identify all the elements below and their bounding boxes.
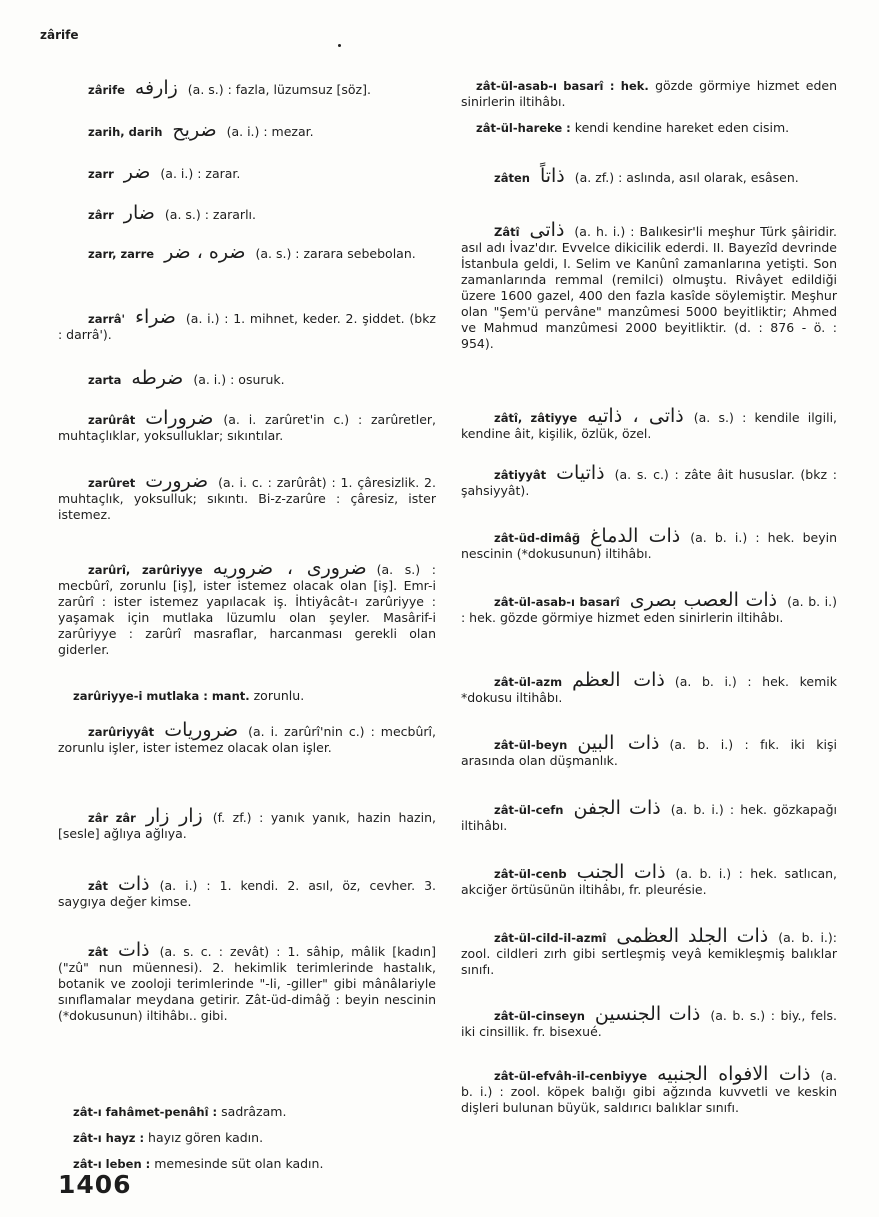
entry-headword: zâten	[494, 171, 530, 185]
entry-definition: (a. s.) : zarara sebebolan.	[255, 246, 416, 261]
entry-definition: (a. h. i.) : Balıkesir'li meşhur Türk şâiridir. asıl adı İvaz'dır. Evvelce dikicilik ederdi. II. Bayezîd devrinde İstanbula geldi, I. Selim ve Kanûnî zamanlarına yetişti. Son zamanlarında remmal (remilci) olmuştu. Rivâyet edildiği üzere 1600 gazel, 400 den fazla kasîde söylemiştir. Meşhur olan "Şem'ü pervâne" manzûmesi 5000 beyitliktir; Ahmed ve Mahmud manzûmesi 2000 beyitliktir. (d. : 876 - ö. : 954).	[461, 224, 837, 351]
entry-definition: (a. b. s.) : biy., fels. iki cinsillik. fr. bisexué.	[461, 1008, 837, 1039]
entry-arabic-script: ضار	[123, 202, 155, 224]
entry-arabic-script: ضريح	[172, 119, 217, 141]
entry-arabic-script: ضراء	[135, 306, 176, 328]
dictionary-entry	[58, 688, 436, 704]
page-header: zârife	[40, 28, 79, 42]
entry-headword: zât-üd-dimâğ	[494, 531, 581, 545]
entry-arabic-script: ضرورت	[145, 470, 209, 492]
dictionary-entry	[461, 78, 837, 110]
entry-definition: (a. b. i.) : hek. satlıcan, akciğer örtüsünün iltihâbı, fr. pleurésie.	[461, 866, 838, 897]
entry-headword: zât-ül-cefn	[494, 803, 564, 817]
dictionary-entry	[461, 165, 837, 187]
entry-definition: (a. b. i.) : hek. kemik *dokusu iltihâbı.	[461, 674, 837, 705]
entry-definition: (a. i.) : 1. kendi. 2. asıl, öz, cevher. 3. saygıya değer kimse.	[58, 878, 436, 909]
dictionary-entry	[461, 219, 837, 352]
dictionary-entry	[58, 939, 436, 1024]
entry-headword: zât-ı leben :	[73, 1157, 151, 1171]
entry-headword: zarûriyyât	[88, 725, 155, 739]
page-number: 1406	[58, 1170, 132, 1199]
dictionary-entry	[461, 925, 837, 978]
entry-definition: sadrâzam.	[221, 1104, 287, 1119]
entry-definition: (a. s.) : kendile ilgili, kendine âit, kişilik, özlük, özel.	[461, 410, 838, 441]
entry-definition: (a. b. i.): zool. cildleri zırh gibi sertleşmiş veyâ kemikleşmiş balıklar sınıfı.	[461, 930, 837, 977]
entry-arabic-script: ذات الجنسين	[594, 1003, 701, 1025]
entry-definition: (a. i.) : zarar.	[160, 166, 241, 181]
entry-headword: zarrâ'	[88, 312, 126, 326]
dictionary-entry	[461, 405, 838, 442]
entry-headword: zât	[88, 945, 108, 959]
dictionary-entry	[58, 470, 436, 523]
entry-arabic-script: ذات العظم	[572, 669, 665, 691]
dictionary-entry	[58, 306, 436, 343]
entry-arabic-script: ضرورى ، ضروريه	[212, 557, 367, 579]
dictionary-entry	[461, 1003, 837, 1040]
dictionary-entry	[58, 77, 436, 99]
dictionary-entry	[58, 241, 436, 263]
entry-definition: (a. s.) : mecbûrî, zorunlu [iş], ister istemez olacak olan [iş]. Emr-i zarûrî : ister istemez yapılacak iş. İhtiyâcât-ı zarûriyye : yaşamak için mutlaka lüzumlu olan şeyler. Masârif-i zarûriyye : zarûrî masraflar, harcanması gerekli olan giderler.	[58, 562, 437, 657]
dictionary-entry	[58, 719, 436, 756]
entry-arabic-script: ذات الجنب	[576, 861, 666, 883]
dictionary-entry	[58, 1104, 436, 1120]
entry-headword: zâtî, zâtiyye	[494, 411, 578, 425]
entry-definition: gözde görmiye hizmet eden sinirlerin iltihâbı.	[461, 78, 837, 109]
dictionary-entry	[58, 805, 436, 842]
entry-headword: zarûret	[88, 476, 136, 490]
entry-headword: zarûrât	[88, 413, 136, 427]
entry-arabic-script: ذات الدماغ	[590, 525, 681, 547]
entry-headword: zarûriyye-i mutlaka : mant.	[73, 689, 250, 703]
entry-headword: Zâtî	[494, 225, 520, 239]
entry-arabic-script: ذاتيات	[556, 462, 605, 484]
dictionary-entry	[58, 407, 436, 444]
entry-headword: zarih, darih	[88, 125, 163, 139]
entry-arabic-script: ذات	[117, 939, 150, 961]
entry-definition: (a. b. i.) : zool. köpek balığı gibi ağzında kuvvetli ve keskin dişleri bulunan büyük, saldırıcı balıklar sınıfı.	[461, 1068, 837, 1115]
entry-definition: (a. i.) : osuruk.	[193, 372, 285, 387]
dictionary-entry	[461, 797, 838, 834]
entry-definition: zorunlu.	[253, 688, 305, 703]
entry-headword: zarr, zarre	[88, 247, 155, 261]
entry-headword: zât-ül-azm	[494, 675, 563, 689]
dictionary-entry	[58, 557, 437, 658]
entry-arabic-script: ذاتاً	[539, 165, 565, 187]
entry-arabic-script: زار زار	[145, 805, 203, 827]
entry-headword: zâtiyyât	[494, 468, 547, 482]
entry-definition: (a. i. zarûrî'nin c.) : mecbûrî, zorunlu işler, ister istemez olacak olan işler.	[58, 724, 436, 755]
entry-arabic-script: ضرورات	[145, 407, 214, 429]
entry-headword: zât-ül-cenb	[494, 867, 567, 881]
dictionary-entry	[461, 462, 837, 499]
entry-headword: zâr zâr	[88, 811, 136, 825]
entry-definition: (f. zf.) : yanık yanık, hazin hazin, [sesle] ağlıya ağlıya.	[58, 810, 436, 841]
entry-arabic-script: ضرطه	[131, 367, 184, 389]
entry-definition: hayız gören kadın.	[148, 1130, 264, 1145]
entry-headword: zarûrî, zarûriyye	[88, 563, 203, 577]
dictionary-entry	[461, 669, 837, 706]
entry-headword: zât-ül-efvâh-il-cenbiyye	[494, 1069, 648, 1083]
entry-arabic-script: ذات البين	[577, 732, 660, 754]
entry-definition: (a. b. i.) : hek. gözkapağı iltihâbı.	[461, 802, 838, 833]
entry-arabic-script: ذاتى ، ذاتيه	[587, 405, 684, 427]
entry-definition: (a. i.) : mezar.	[226, 124, 314, 139]
entry-definition: (a. s. c. : zevât) : 1. sâhip, mâlik [kadın] ("zû" nun müennesi). 2. hekimlik terimlerinde hastalık, botanik ve zooloji terimlerinde "-li, -giller" gibi mânâlariyle sınıflamalar meydana getirir. Zât-üd-dimâğ : beyin nescinin (*dokusunun) iltihâbı.. gibi.	[58, 944, 436, 1023]
dictionary-entry	[461, 120, 837, 136]
entry-definition: (a. i. c. : zarûrât) : 1. çâresizlik. 2. muhtaçlık, yoksulluk; sıkıntı. Bi-z-zarûre : çâresiz, ister istemez.	[58, 475, 436, 522]
entry-arabic-script: ذات الجفن	[573, 797, 661, 819]
entry-definition: (a. b. i.) : fık. iki kişi arasında olan düşmanlık.	[461, 737, 837, 768]
entry-definition: (a. s.) : zararlı.	[164, 207, 256, 222]
entry-arabic-script: ضروريات	[164, 719, 239, 741]
entry-definition: (a. s. c.) : zâte âit hususlar. (bkz : şahsiyyât).	[461, 467, 837, 498]
dictionary-entry	[461, 1063, 837, 1116]
entry-definition: (a. s.) : fazla, lüzumsuz [söz].	[187, 82, 371, 97]
entry-arabic-script: ضره ، ضر	[164, 241, 246, 263]
entry-arabic-script: ذات الافواه الجنبيه	[657, 1063, 811, 1085]
entry-arabic-script: ضر	[123, 161, 151, 183]
entry-headword: zât-ül-cinseyn	[494, 1009, 585, 1023]
entry-arabic-script: ذات	[117, 873, 150, 895]
entry-definition: (a. b. i.) : hek. beyin nescinin (*dokusunun) iltihâbı.	[461, 530, 837, 561]
dictionary-entry	[58, 202, 436, 224]
entry-headword: zârr	[88, 208, 114, 222]
entry-headword: zât-ül-cild-il-azmî	[494, 931, 607, 945]
entry-headword: zârife	[88, 83, 125, 97]
entry-definition: (a. i.) : 1. mihnet, keder. 2. şiddet. (bkz : darrâ').	[58, 311, 436, 342]
entry-arabic-script: ذات الجلد العظمى	[616, 925, 769, 947]
entry-definition: kendi kendine hareket eden cisim.	[574, 120, 790, 135]
entry-headword: zât-ül-hareke :	[476, 121, 571, 135]
entry-headword: zarta	[88, 373, 122, 387]
dictionary-entry	[58, 1130, 436, 1146]
dictionary-entry	[58, 873, 436, 910]
entry-headword: zât-ı fahâmet-penâhî :	[73, 1105, 218, 1119]
entry-headword: zarr	[88, 167, 114, 181]
dictionary-entry	[461, 732, 837, 769]
entry-arabic-script: زارفه	[134, 77, 178, 99]
dictionary-entry	[58, 367, 436, 389]
entry-definition: (a. b. i.) : hek. gözde görmiye hizmet eden sinirlerin iltihâbı.	[461, 594, 837, 625]
entry-arabic-script: ذات العصب بصرى	[629, 589, 778, 611]
entry-headword: zât-ül-asab-ı basarî : hek.	[476, 79, 649, 93]
entry-definition: (a. zf.) : aslında, asıl olarak, esâsen.	[574, 170, 799, 185]
entry-arabic-script: ذاتى	[529, 219, 565, 241]
dictionary-entry	[58, 119, 436, 141]
entry-headword: zât	[88, 879, 108, 893]
entry-definition: (a. i. zarûret'in c.) : zarûretler, muhtaçlıklar, yoksulluklar; sıkıntılar.	[58, 412, 436, 443]
entry-headword: zât-ı hayz :	[73, 1131, 145, 1145]
dictionary-entry	[461, 525, 837, 562]
dictionary-entry	[461, 861, 838, 898]
entry-definition: memesinde süt olan kadın.	[154, 1156, 324, 1171]
entry-headword: zât-ül-beyn	[494, 738, 568, 752]
dictionary-entry	[58, 161, 436, 183]
dictionary-entry	[461, 589, 837, 626]
ink-dot	[338, 44, 341, 47]
entry-headword: zât-ül-asab-ı basarî	[494, 595, 620, 609]
